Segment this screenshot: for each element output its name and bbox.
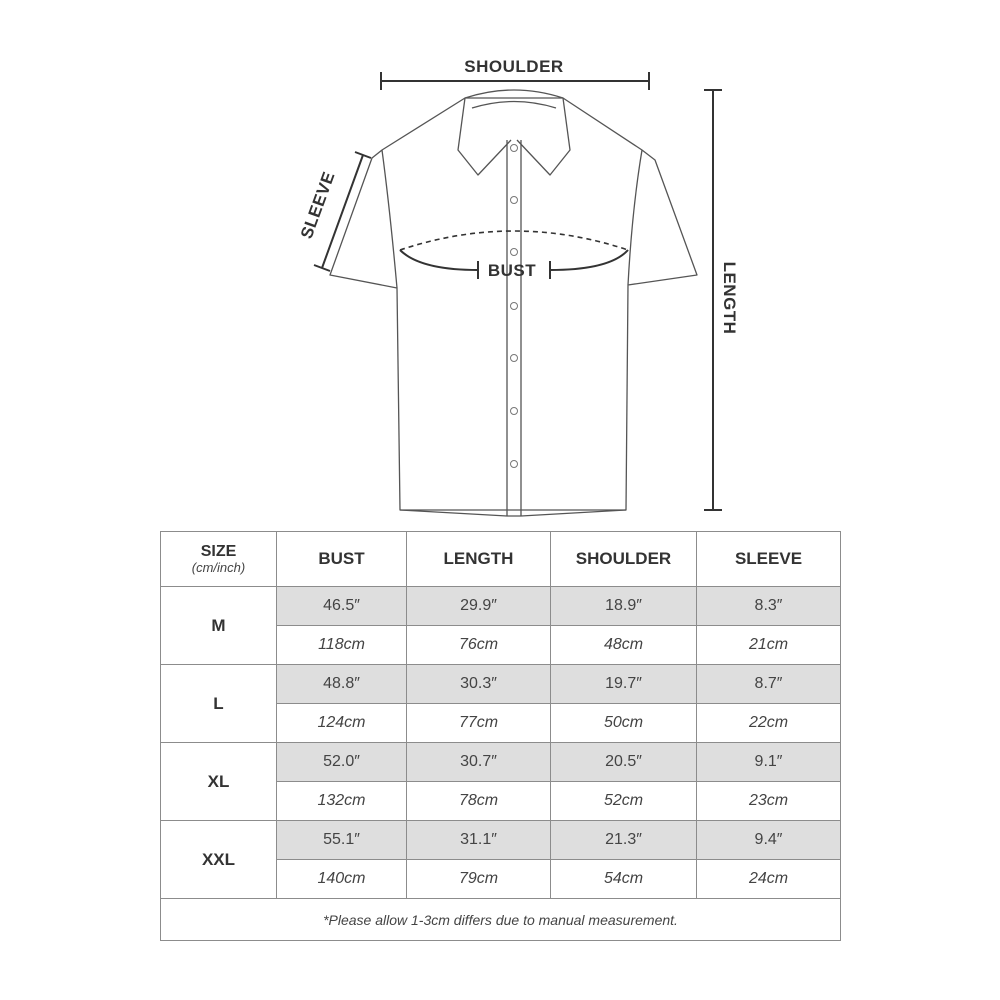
length-label: LENGTH [720,261,739,335]
size-cell: XXL [161,821,277,899]
cm-value-cell: 24cm [697,860,841,899]
inch-value-cell: 30.7″ [407,743,551,782]
inch-value-cell: 18.9″ [551,587,697,626]
cm-value-cell: 79cm [407,860,551,899]
cm-value-cell: 118cm [277,626,407,665]
button-icon [511,249,518,256]
inch-value-cell: 19.7″ [551,665,697,704]
cm-value-cell: 132cm [277,782,407,821]
right-sleeve-seam [628,150,642,285]
left-sleeve-seam [382,150,397,288]
inch-value-cell: 8.3″ [697,587,841,626]
bust-label: BUST [487,261,537,280]
inch-value-cell: 20.5″ [551,743,697,782]
inch-value-cell: 55.1″ [277,821,407,860]
cm-value-cell: 54cm [551,860,697,899]
column-header-shoulder: SHOULDER [551,532,697,587]
button-icon [511,197,518,204]
collar-inner [472,102,556,109]
shirt-hem [400,510,626,516]
button-icon [511,145,518,152]
size-header-units: (cm/inch) [191,559,246,575]
cm-value-cell: 76cm [407,626,551,665]
column-header-bust: BUST [277,532,407,587]
inch-value-cell: 30.3″ [407,665,551,704]
cm-value-cell: 52cm [551,782,697,821]
shoulder-label: SHOULDER [464,57,564,76]
size-cell: M [161,587,277,665]
table-note-row [161,899,841,941]
size-header-title: SIZE [200,542,237,560]
button-icon [511,303,518,310]
cm-value-cell: 77cm [407,704,551,743]
inch-value-cell: 46.5″ [277,587,407,626]
size-column-header [161,532,277,587]
button-icon [511,355,518,362]
inch-value-cell: 52.0″ [277,743,407,782]
table-row-inch [161,665,841,704]
inch-value-cell: 29.9″ [407,587,551,626]
cm-value-cell: 21cm [697,626,841,665]
collar-band [465,90,563,98]
cm-value-cell: 78cm [407,782,551,821]
size-cell: XL [161,743,277,821]
button-icon [511,461,518,468]
measurement-note: *Please allow 1-3cm differs due to manual measurement. [161,899,841,941]
size-cell: L [161,665,277,743]
table-row-inch [161,587,841,626]
sleeve-label: SLEEVE [296,168,339,242]
inch-value-cell: 8.7″ [697,665,841,704]
bust-back-curve [400,231,628,250]
collar-left [458,98,511,175]
table-header-row [161,532,841,587]
inch-value-cell: 9.1″ [697,743,841,782]
button-icon [511,408,518,415]
inch-value-cell: 31.1″ [407,821,551,860]
cm-value-cell: 22cm [697,704,841,743]
cm-value-cell: 23cm [697,782,841,821]
cm-value-cell: 140cm [277,860,407,899]
inch-value-cell: 48.8″ [277,665,407,704]
table-row-inch [161,821,841,860]
length-measure [704,90,722,510]
cm-value-cell: 48cm [551,626,697,665]
column-header-sleeve: SLEEVE [697,532,841,587]
inch-value-cell: 9.4″ [697,821,841,860]
size-chart-table [160,531,841,941]
cm-value-cell: 124cm [277,704,407,743]
shirt-buttons [511,145,518,468]
cm-value-cell: 50cm [551,704,697,743]
column-header-length: LENGTH [407,532,551,587]
table-row-inch [161,743,841,782]
inch-value-cell: 21.3″ [551,821,697,860]
collar-right [517,98,570,175]
